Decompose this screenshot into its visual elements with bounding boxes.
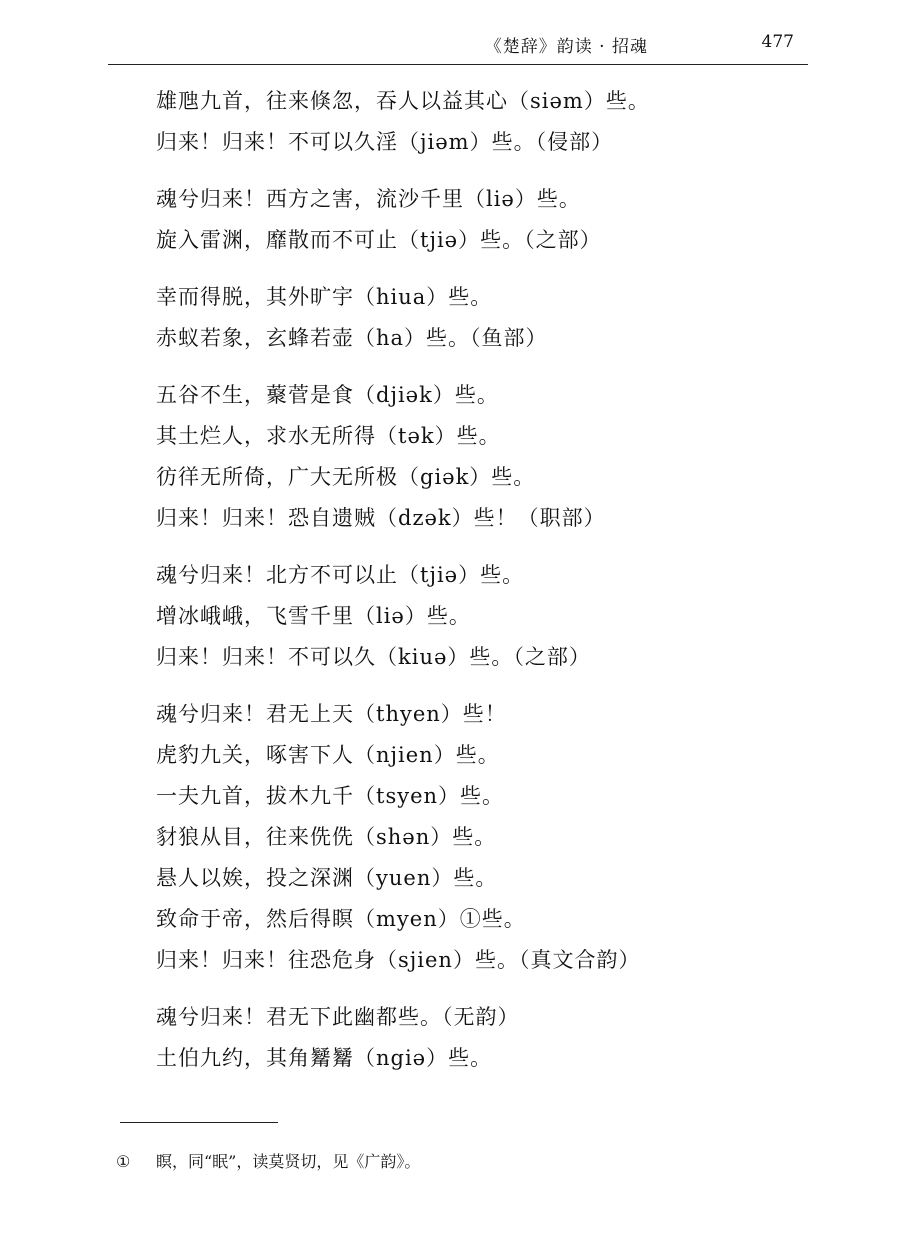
verse-line: 其土烂人，求水无所得（tək）些。: [156, 424, 501, 448]
poem-body: [156, 81, 816, 1095]
stanza: [156, 375, 816, 539]
stanza: [156, 81, 816, 163]
page-number: 477: [761, 32, 794, 52]
footnote-text: 瞑，同“眠”，读莫贤切，见《广韵》。: [156, 1152, 421, 1171]
verse-line: 豺狼从目，往来侁侁（shən）些。: [156, 825, 497, 849]
verse-line: 魂兮归来！北方不可以止（tjiə）些。: [156, 563, 525, 587]
verse-line: 魂兮归来！君无下此幽都些。（无韵）: [156, 1005, 520, 1029]
stanza: [156, 277, 816, 359]
verse-line: 赤蚁若象，玄蜂若壶（ha）些。（鱼部）: [156, 326, 548, 350]
verse-line: 五谷不生，藂菅是食（djiək）些。: [156, 383, 499, 407]
verse-line: 归来！归来！不可以久（kiuə）些。（之部）: [156, 645, 591, 669]
verse-line: 魂兮归来！西方之害，流沙千里（liə）些。: [156, 187, 581, 211]
verse-line: 魂兮归来！君无上天（thyen）些！: [156, 702, 507, 726]
verse-line: 致命于帝，然后得瞑（myen）①些。: [156, 907, 526, 931]
footnote: [116, 1149, 420, 1172]
verse-line: 悬人以娭，投之深渊（yuen）些。: [156, 866, 498, 890]
stanza: [156, 179, 816, 261]
verse-line: 幸而得脱，其外旷宇（hiua）些。: [156, 285, 493, 309]
verse-line: 归来！归来！恐自遗贼（dzək）些！（职部）: [156, 506, 606, 530]
running-header: [108, 30, 808, 65]
verse-line: 虎豹九关，啄害下人（njien）些。: [156, 743, 500, 767]
verse-line: 一夫九首，拔木九千（tsyen）些。: [156, 784, 505, 808]
verse-line: 彷徉无所倚，广大无所极（giək）些。: [156, 465, 536, 489]
footnote-divider: [120, 1122, 278, 1123]
verse-line: 土伯九约，其角觺觺（ngiə）些。: [156, 1046, 493, 1070]
footnote-marker: ①: [116, 1152, 131, 1171]
verse-line: 雄虺九首，往来倏忽，吞人以益其心（siəm）些。: [156, 89, 650, 113]
verse-line: 归来！归来！不可以久淫（jiəm）些。（侵部）: [156, 130, 614, 154]
stanza: [156, 694, 816, 981]
header-title: 《楚辞》韵读 · 招魂: [484, 37, 648, 57]
verse-line: 归来！归来！往恐危身（sjien）些。（真文合韵）: [156, 948, 641, 972]
stanza: [156, 997, 816, 1079]
verse-line: 增冰峨峨，飞雪千里（liə）些。: [156, 604, 471, 628]
stanza: [156, 555, 816, 678]
verse-line: 旋入雷渊，靡散而不可止（tjiə）些。（之部）: [156, 228, 602, 252]
